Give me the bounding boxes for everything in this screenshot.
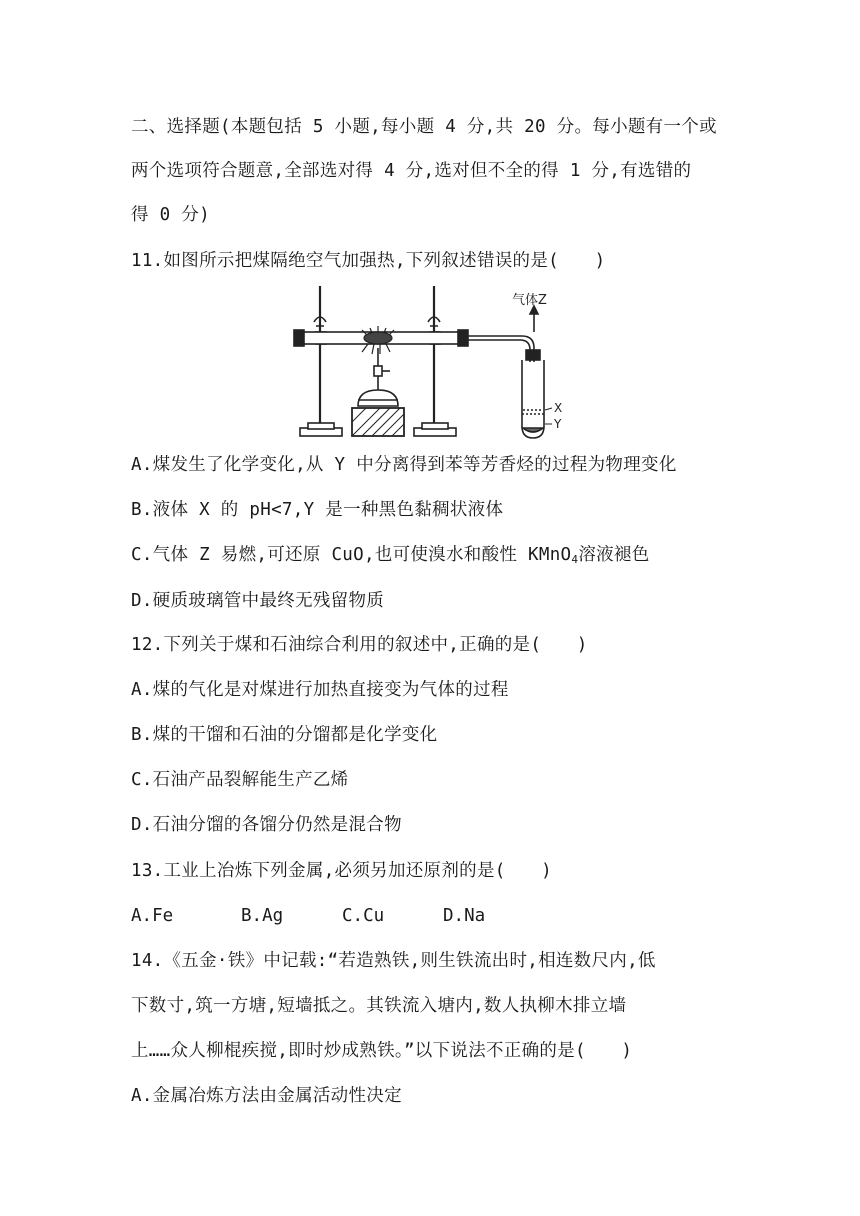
question-13-stem: 13.工业上冶炼下列金属,必须另加还原剂的是( ) [131, 861, 553, 881]
question-14-option-a: A.金属冶炼方法由金属活动性决定 [131, 1086, 402, 1106]
liquid-x-label: X [554, 401, 563, 415]
question-13-option-b: B.Ag [241, 906, 284, 926]
question-12-stem: 12.下列关于煤和石油综合利用的叙述中,正确的是( ) [131, 635, 588, 655]
question-13-option-a: A.Fe [131, 906, 174, 926]
question-11-stem: 11.如图所示把煤隔绝空气加强热,下列叙述错误的是( ) [131, 251, 606, 271]
section-header-line-3: 得 0 分) [131, 205, 210, 225]
question-11-option-c [131, 543, 650, 572]
option-c-text-end: 溶液褪色 [578, 545, 650, 565]
question-12-option-c: C.石油产品裂解能生产乙烯 [131, 770, 349, 790]
question-14-line-2: 下数寸,筑一方塘,短墙抵之。其铁流入塘内,数人执柳木排立墙 [131, 996, 627, 1016]
question-11-option-a: A.煤发生了化学变化,从 Y 中分离得到苯等芳香烃的过程为物理变化 [131, 455, 677, 475]
gas-z-label: 气体Z [512, 293, 547, 308]
question-13-option-d: D.Na [443, 906, 486, 926]
question-12-option-d: D.石油分馏的各馏分仍然是混合物 [131, 815, 402, 835]
liquid-y-label: Y [554, 417, 562, 431]
question-12-option-a: A.煤的气化是对煤进行加热直接变为气体的过程 [131, 680, 509, 700]
option-c-subscript: 4 [571, 553, 579, 566]
section-header-line-2: 两个选项符合题意,全部选对得 4 分,选对但不全的得 1 分,有选错的 [131, 161, 692, 181]
question-14-line-3: 上……众人柳棍疾搅,即时炒成熟铁。”以下说法不正确的是( ) [131, 1041, 633, 1061]
dry-distillation-apparatus-figure [290, 282, 580, 444]
question-11-option-d: D.硬质玻璃管中最终无残留物质 [131, 591, 385, 611]
section-header-line-1: 二、选择题(本题包括 5 小题,每小题 4 分,共 20 分。每小题有一个或 [131, 117, 717, 137]
question-13-option-c: C.Cu [342, 906, 385, 926]
question-11-option-b: B.液体 X 的 pH<7,Y 是一种黑色黏稠状液体 [131, 500, 504, 520]
question-12-option-b: B.煤的干馏和石油的分馏都是化学变化 [131, 725, 438, 745]
option-c-text: C.气体 Z 易燃,可还原 CuO,也可使溴水和酸性 KMnO [131, 545, 572, 565]
question-14-line-1: 14.《五金·铁》中记载:“若造熟铁,则生铁流出时,相连数尺内,低 [131, 951, 656, 971]
